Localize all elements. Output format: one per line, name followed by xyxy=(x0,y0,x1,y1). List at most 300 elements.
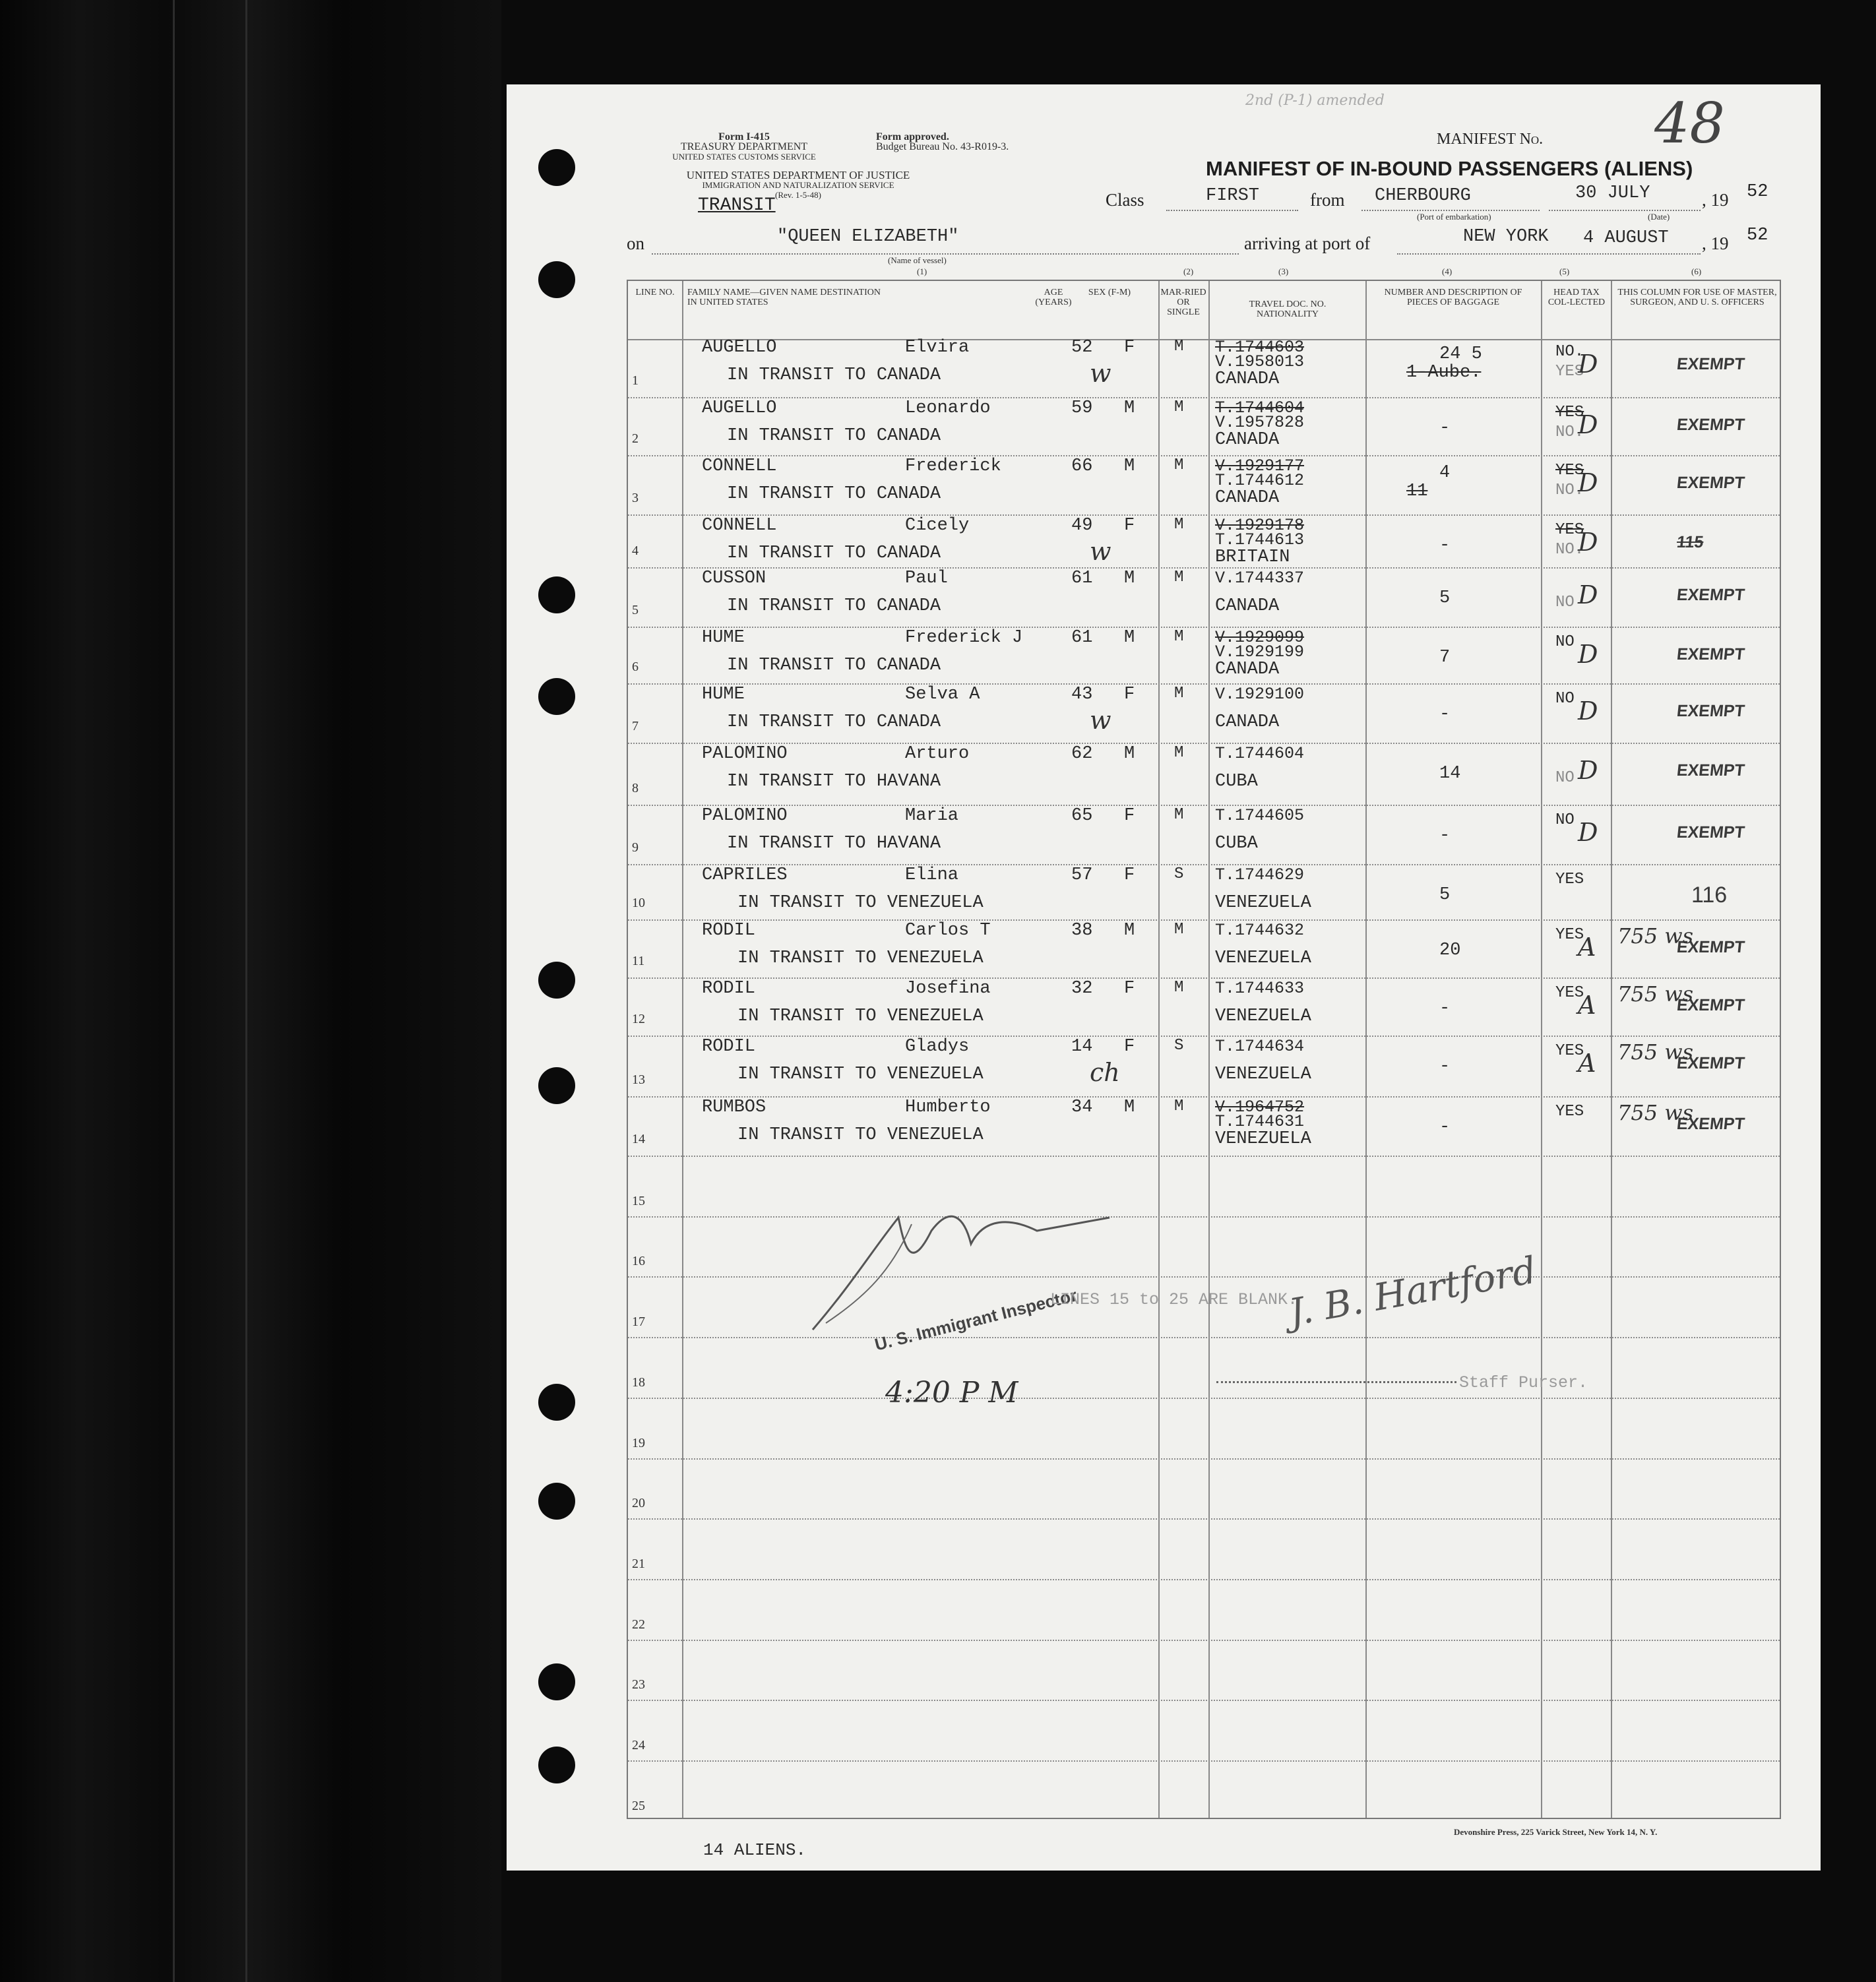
ins-service: IMMIGRATION AND NATURALIZATION SERVICE xyxy=(702,180,894,190)
sex-value: M xyxy=(1124,569,1135,588)
customs-service: UNITED STATES CUSTOMS SERVICE xyxy=(672,152,816,162)
marital-status: M xyxy=(1174,456,1184,474)
punch-hole xyxy=(538,1483,575,1520)
family-name: CONNELL xyxy=(702,456,777,476)
nationality: VENEZUELA xyxy=(1215,1065,1311,1084)
marital-status: M xyxy=(1174,338,1184,356)
manifest-title: MANIFEST OF IN-BOUND PASSENGERS (ALIENS) xyxy=(1206,157,1693,180)
manifest-page xyxy=(507,84,1821,1871)
given-name: Josefina xyxy=(905,979,991,999)
given-name: Gladys xyxy=(905,1037,970,1057)
nationality: CANADA xyxy=(1215,369,1280,389)
year-prefix-1: , 19 xyxy=(1702,190,1729,210)
marital-status: S xyxy=(1174,1037,1184,1055)
budget-bureau: Budget Bureau No. 43-R019-3. xyxy=(876,141,1009,152)
col-header-married: MAR-RIED OR SINGLE xyxy=(1160,288,1206,317)
age-value: 57 xyxy=(1071,865,1093,885)
date-field xyxy=(1549,183,1701,211)
vessel-caption: (Name of vessel) xyxy=(888,255,947,265)
arrival-field xyxy=(1397,227,1701,255)
family-name: RODIL xyxy=(702,921,756,941)
row-divider xyxy=(628,864,1780,865)
handwritten-mark: w xyxy=(1090,706,1111,735)
destination: IN TRANSIT TO CANADA xyxy=(727,484,941,504)
port-field xyxy=(1361,186,1540,211)
head-tax-status: YES xyxy=(1555,871,1584,888)
col-header-age: AGE (YEARS) xyxy=(1035,288,1072,307)
officer-use-mark: EXEMPT xyxy=(1675,938,1746,956)
given-name: Elvira xyxy=(905,338,970,357)
col-divider xyxy=(1541,281,1542,1818)
officer-use-mark: EXEMPT xyxy=(1675,1115,1746,1133)
line-number: 3 xyxy=(632,491,639,505)
head-tax-mark: D xyxy=(1578,697,1598,726)
col-num-3: (3) xyxy=(1278,266,1289,276)
given-name: Maria xyxy=(905,806,959,826)
age-value: 52 xyxy=(1071,338,1093,357)
destination: IN TRANSIT TO CANADA xyxy=(727,712,941,732)
age-value: 14 xyxy=(1071,1037,1093,1057)
age-value: 65 xyxy=(1071,806,1093,826)
nationality: VENEZUELA xyxy=(1215,893,1311,913)
line-number: 25 xyxy=(632,1799,645,1813)
age-value: 66 xyxy=(1071,456,1093,476)
purser-label: Staff Purser. xyxy=(1459,1373,1588,1392)
col-num-4: (4) xyxy=(1442,266,1453,276)
col-divider xyxy=(1611,281,1612,1818)
head-tax-status-2: NO. xyxy=(1555,541,1584,559)
row-divider xyxy=(628,977,1780,979)
line-number: 19 xyxy=(632,1436,645,1450)
blank-lines-note: LINES 15 to 25 ARE BLANK. xyxy=(1050,1290,1298,1309)
manifest-table xyxy=(627,280,1781,1819)
officer-use-mark: 116 xyxy=(1691,883,1728,908)
head-tax-mark: D xyxy=(1578,410,1598,439)
age-value: 62 xyxy=(1071,744,1093,764)
family-name: HUME xyxy=(702,685,745,704)
travel-doc-number-2: T.1744612 xyxy=(1215,471,1305,490)
punch-hole xyxy=(538,1067,575,1104)
justice-block xyxy=(627,170,970,200)
nationality: CANADA xyxy=(1215,488,1280,508)
alien-count: 14 ALIENS. xyxy=(703,1840,807,1860)
row-divider xyxy=(628,1760,1780,1762)
head-tax-mark: D xyxy=(1578,756,1598,785)
family-name: PALOMINO xyxy=(702,806,788,826)
destination: IN TRANSIT TO VENEZUELA xyxy=(737,948,984,968)
line-number: 17 xyxy=(632,1315,645,1329)
sex-value: F xyxy=(1124,1037,1135,1057)
justice-dept: UNITED STATES DEPARTMENT OF JUSTICE xyxy=(686,169,910,181)
sex-value: M xyxy=(1124,1098,1135,1117)
nationality: CANADA xyxy=(1215,596,1280,616)
handwritten-note: 755 ws xyxy=(1617,923,1694,948)
printer-credit: Devonshire Press, 225 Varick Street, New York 14, N. Y. xyxy=(1454,1827,1658,1837)
row-divider xyxy=(628,1700,1780,1701)
inspection-time: 4:20 P M xyxy=(885,1376,1018,1409)
form-approval xyxy=(876,132,1009,152)
officer-use-mark: EXEMPT xyxy=(1675,702,1746,720)
travel-doc-number: V.1744337 xyxy=(1215,569,1305,588)
given-name: Elina xyxy=(905,865,959,885)
family-name: CUSSON xyxy=(702,569,766,588)
head-tax-mark: D xyxy=(1578,640,1598,669)
head-tax-status-2: NO xyxy=(1555,769,1575,787)
form-number: Form I-415 xyxy=(718,131,770,142)
family-name: RODIL xyxy=(702,979,756,999)
family-name: CONNELL xyxy=(702,516,777,536)
sex-value: M xyxy=(1124,398,1135,418)
handwritten-mark: w xyxy=(1090,537,1111,566)
port-caption: (Port of embarkation) xyxy=(1417,212,1491,222)
line-number: 2 xyxy=(632,431,639,446)
vessel-field xyxy=(652,227,1239,255)
family-name: AUGELLO xyxy=(702,338,777,357)
head-tax-mark: A xyxy=(1578,933,1596,962)
travel-doc-number: T.1744603 xyxy=(1215,338,1305,357)
destination: IN TRANSIT TO VENEZUELA xyxy=(737,1006,984,1026)
line-number: 13 xyxy=(632,1072,645,1087)
head-tax-mark: D xyxy=(1578,818,1598,847)
col-header-use: THIS COLUMN FOR USE OF MASTER, SURGEON, AND U. S. OFFICERS xyxy=(1617,288,1777,307)
head-tax-status: YES xyxy=(1555,1103,1584,1121)
marital-status: M xyxy=(1174,744,1184,762)
handwritten-note: 755 ws xyxy=(1617,1100,1694,1125)
header-divider xyxy=(628,339,1780,340)
head-tax-mark: D xyxy=(1578,528,1598,557)
form-approved: Form approved. xyxy=(876,131,949,142)
row-divider xyxy=(628,567,1780,569)
head-tax-status: YES xyxy=(1555,1042,1584,1060)
head-tax-status-2: NO. xyxy=(1555,481,1584,499)
sex-value: F xyxy=(1124,865,1135,885)
row-divider xyxy=(628,1036,1780,1037)
margin-note: 2nd (P-1) amended xyxy=(1245,92,1385,109)
col-header-line: LINE NO. xyxy=(635,288,675,297)
line-number: 1 xyxy=(632,373,639,388)
row-divider xyxy=(628,627,1780,628)
head-tax-status-2: NO xyxy=(1555,594,1575,611)
given-name: Carlos T xyxy=(905,921,991,941)
line-number: 14 xyxy=(632,1132,645,1146)
col-num-2: (2) xyxy=(1183,266,1194,276)
head-tax-status-2: NO. xyxy=(1555,423,1584,441)
punch-hole xyxy=(538,1663,575,1700)
line-number: 6 xyxy=(632,660,639,674)
revision: (Rev. 1-5-48) xyxy=(775,190,821,200)
marital-status: S xyxy=(1174,865,1184,883)
marital-status: M xyxy=(1174,921,1184,939)
year-prefix-2: , 19 xyxy=(1702,233,1729,253)
col-divider xyxy=(1365,281,1367,1818)
family-name: RUMBOS xyxy=(702,1098,766,1117)
destination: IN TRANSIT TO VENEZUELA xyxy=(737,1125,984,1145)
baggage-count: - xyxy=(1439,704,1451,724)
given-name: Frederick J xyxy=(905,628,1023,648)
travel-doc-number: V.1929100 xyxy=(1215,685,1305,704)
row-divider xyxy=(628,1458,1780,1460)
year-1: 52 xyxy=(1747,182,1768,202)
line-number: 15 xyxy=(632,1194,645,1208)
family-name: CAPRILES xyxy=(702,865,788,885)
head-tax-status: YES xyxy=(1555,984,1584,1002)
nationality: BRITAIN xyxy=(1215,547,1290,567)
port-value: CHERBOURG xyxy=(1375,186,1471,206)
officer-use-mark: EXEMPT xyxy=(1675,645,1746,664)
marital-status: M xyxy=(1174,1098,1184,1115)
sex-value: F xyxy=(1124,806,1135,826)
nationality: CANADA xyxy=(1215,430,1280,450)
officer-use-mark: EXEMPT xyxy=(1675,761,1746,780)
row-divider xyxy=(628,1096,1780,1098)
line-number: 9 xyxy=(632,840,639,855)
form-header-treasury xyxy=(665,132,823,162)
officer-use-mark: EXEMPT xyxy=(1675,586,1746,604)
given-name: Arturo xyxy=(905,744,970,764)
officer-use-mark: EXEMPT xyxy=(1675,1054,1746,1072)
given-name: Leonardo xyxy=(905,398,991,418)
officer-use-mark: EXEMPT xyxy=(1675,355,1746,373)
head-tax-status-2: YES xyxy=(1555,363,1584,381)
age-value: 59 xyxy=(1071,398,1093,418)
col-num-1: (1) xyxy=(917,266,927,276)
treasury-dept: TREASURY DEPARTMENT xyxy=(680,141,808,152)
baggage-count: - xyxy=(1439,1057,1451,1076)
marital-status: M xyxy=(1174,806,1184,824)
row-divider xyxy=(628,397,1780,398)
baggage-count: 5 xyxy=(1439,588,1451,608)
nationality: VENEZUELA xyxy=(1215,1129,1311,1149)
nationality: CUBA xyxy=(1215,834,1258,853)
age-value: 38 xyxy=(1071,921,1093,941)
officer-use-mark: EXEMPT xyxy=(1675,996,1746,1014)
head-tax-status: YES xyxy=(1555,926,1584,944)
destination: IN TRANSIT TO HAVANA xyxy=(727,772,941,791)
destination: IN TRANSIT TO VENEZUELA xyxy=(737,893,984,913)
punch-hole xyxy=(538,678,575,715)
line-number: 4 xyxy=(632,543,639,558)
film-edge-line xyxy=(173,0,175,1982)
microfilm-strip xyxy=(0,0,501,1982)
baggage-count: 4 xyxy=(1439,463,1451,483)
class-label: Class xyxy=(1106,190,1144,210)
travel-doc-number: V.1964752 xyxy=(1215,1098,1305,1117)
col-header-baggage: NUMBER AND DESCRIPTION OF PIECES OF BAGGAGE xyxy=(1384,288,1522,307)
sex-value: F xyxy=(1124,516,1135,536)
sex-value: M xyxy=(1124,744,1135,764)
head-tax-status: NO. xyxy=(1555,343,1584,361)
travel-doc-number: T.1744632 xyxy=(1215,921,1305,940)
handwritten-note: 755 ws xyxy=(1617,1039,1694,1065)
destination: IN TRANSIT TO CANADA xyxy=(727,426,941,446)
sex-value: F xyxy=(1124,979,1135,999)
head-tax-status: YES xyxy=(1555,462,1584,480)
given-name: Paul xyxy=(905,569,948,588)
travel-doc-number: T.1744633 xyxy=(1215,979,1305,998)
line-number: 5 xyxy=(632,603,639,617)
arriving-label: arriving at port of xyxy=(1244,233,1371,253)
officer-use-mark: EXEMPT xyxy=(1675,474,1746,492)
destination: IN TRANSIT TO HAVANA xyxy=(727,834,941,853)
film-edge-line xyxy=(245,0,247,1982)
baggage-count: - xyxy=(1439,418,1451,438)
officer-use-mark: EXEMPT xyxy=(1675,416,1746,434)
line-number: 10 xyxy=(632,896,645,910)
head-tax-status: NO xyxy=(1555,811,1575,829)
col-num-6: (6) xyxy=(1691,266,1702,276)
marital-status: M xyxy=(1174,685,1184,702)
col-header-name: FAMILY NAME—GIVEN NAME DESTINATION IN UNITED STATES xyxy=(687,288,881,307)
on-label: on xyxy=(627,233,644,253)
head-tax-mark: D xyxy=(1578,350,1598,379)
row-divider xyxy=(628,805,1780,806)
line-number: 11 xyxy=(632,954,645,968)
sex-value: M xyxy=(1124,456,1135,476)
travel-doc-number: T.1744604 xyxy=(1215,744,1305,763)
baggage-count: - xyxy=(1439,536,1451,555)
baggage-count: 14 xyxy=(1439,764,1461,784)
given-name: Humberto xyxy=(905,1098,991,1117)
marital-status: M xyxy=(1174,628,1184,646)
sex-value: M xyxy=(1124,628,1135,648)
baggage-count: - xyxy=(1439,999,1451,1018)
given-name: Cicely xyxy=(905,516,970,536)
handwritten-note: 755 ws xyxy=(1617,981,1694,1006)
col-divider xyxy=(682,281,683,1818)
destination: IN TRANSIT TO CANADA xyxy=(727,365,941,385)
nationality: VENEZUELA xyxy=(1215,1006,1311,1026)
col-header-travel: TRAVEL DOC. NO. NATIONALITY xyxy=(1249,299,1327,319)
sex-value: F xyxy=(1124,338,1135,357)
nationality: CANADA xyxy=(1215,660,1280,679)
age-value: 49 xyxy=(1071,516,1093,536)
punch-hole xyxy=(538,1384,575,1421)
baggage-count: - xyxy=(1439,826,1451,846)
baggage-desc: 1-Aube. xyxy=(1406,363,1482,383)
date-caption: (Date) xyxy=(1648,212,1670,222)
arrival-port: NEW YORK xyxy=(1463,227,1549,247)
officer-use-mark: EXEMPT xyxy=(1675,823,1746,842)
head-tax-mark: D xyxy=(1578,580,1598,609)
destination: IN TRANSIT TO CANADA xyxy=(727,656,941,675)
age-value: 61 xyxy=(1071,569,1093,588)
head-tax-mark: D xyxy=(1578,468,1598,497)
manifest-label: MANIFEST No. xyxy=(1437,131,1544,148)
given-name: Selva A xyxy=(905,685,980,704)
punch-hole xyxy=(538,1747,575,1783)
travel-doc-number: T.1744604 xyxy=(1215,398,1305,418)
transit-stamp: TRANSIT xyxy=(698,195,776,216)
row-divider xyxy=(628,514,1780,516)
travel-doc-number-2: V.1958013 xyxy=(1215,352,1305,371)
travel-doc-number: T.1744629 xyxy=(1215,865,1305,884)
head-tax-status: NO xyxy=(1555,690,1575,708)
destination: IN TRANSIT TO VENEZUELA xyxy=(737,1065,984,1084)
line-number: 7 xyxy=(632,719,639,733)
marital-status: M xyxy=(1174,516,1184,534)
class-field xyxy=(1166,186,1298,211)
nationality: VENEZUELA xyxy=(1215,948,1311,968)
row-divider xyxy=(628,1398,1780,1399)
line-number: 23 xyxy=(632,1677,645,1692)
row-divider xyxy=(628,1156,1780,1157)
marital-status: M xyxy=(1174,569,1184,586)
col-header-sex: SEX (F-M) xyxy=(1088,288,1131,297)
family-name: HUME xyxy=(702,628,745,648)
baggage-count: 24 5 xyxy=(1439,344,1482,364)
vessel-value: "QUEEN ELIZABETH" xyxy=(777,227,959,247)
baggage-desc: 11 xyxy=(1406,481,1428,501)
travel-doc-number-2: V.1929199 xyxy=(1215,642,1305,662)
travel-doc-number: V.1929177 xyxy=(1215,456,1305,476)
row-divider xyxy=(628,743,1780,744)
date-value: 30 JULY xyxy=(1575,183,1650,203)
punch-hole xyxy=(538,149,575,186)
handwritten-mark: w xyxy=(1090,359,1111,388)
age-value: 32 xyxy=(1071,979,1093,999)
age-value: 43 xyxy=(1071,685,1093,704)
head-tax-status: NO xyxy=(1555,633,1575,651)
given-name: Frederick xyxy=(905,456,1001,476)
col-header-headtax: HEAD TAX COL-LECTED xyxy=(1548,288,1606,307)
age-value: 34 xyxy=(1071,1098,1093,1117)
col-num-5: (5) xyxy=(1559,266,1570,276)
travel-doc-number: T.1744605 xyxy=(1215,806,1305,825)
purser-sign-line xyxy=(1216,1381,1456,1383)
row-divider xyxy=(628,683,1780,685)
class-value: FIRST xyxy=(1206,186,1260,206)
line-number: 20 xyxy=(632,1496,645,1510)
travel-doc-number-2: V.1957828 xyxy=(1215,413,1305,432)
nationality: CANADA xyxy=(1215,712,1280,732)
family-name: RODIL xyxy=(702,1037,756,1057)
line-number: 8 xyxy=(632,781,639,795)
head-tax-status: YES xyxy=(1555,404,1584,421)
manifest-number: 48 xyxy=(1654,91,1725,156)
line-number: 18 xyxy=(632,1375,645,1390)
destination: IN TRANSIT TO CANADA xyxy=(727,543,941,563)
row-divider xyxy=(628,1579,1780,1580)
line-number: 22 xyxy=(632,1617,645,1632)
col-divider xyxy=(1208,281,1210,1818)
row-divider xyxy=(628,1640,1780,1641)
arrival-date: 4 AUGUST xyxy=(1583,228,1669,248)
sex-value: F xyxy=(1124,685,1135,704)
head-tax-mark: A xyxy=(1578,991,1596,1020)
destination: IN TRANSIT TO CANADA xyxy=(727,596,941,616)
row-divider xyxy=(628,1518,1780,1520)
purser-signature: J. B. Hartford xyxy=(1286,1249,1540,1335)
baggage-count: 5 xyxy=(1439,885,1451,905)
row-divider xyxy=(628,919,1780,921)
marital-status: M xyxy=(1174,979,1184,997)
row-divider xyxy=(628,455,1780,456)
punch-hole xyxy=(538,261,575,298)
officer-use-mark: 115 xyxy=(1675,533,1704,551)
travel-doc-number: V.1929099 xyxy=(1215,628,1305,647)
baggage-count: 7 xyxy=(1439,648,1451,667)
line-number: 21 xyxy=(632,1557,645,1571)
punch-hole xyxy=(538,962,575,999)
col-divider xyxy=(1158,281,1160,1818)
travel-doc-number: T.1744634 xyxy=(1215,1037,1305,1056)
from-label: from xyxy=(1310,190,1345,210)
family-name: PALOMINO xyxy=(702,744,788,764)
inspector-stamp: U. S. Immigrant Inspector xyxy=(872,1285,1079,1355)
baggage-count: - xyxy=(1439,1117,1451,1137)
age-value: 61 xyxy=(1071,628,1093,648)
head-tax-status: YES xyxy=(1555,521,1584,539)
